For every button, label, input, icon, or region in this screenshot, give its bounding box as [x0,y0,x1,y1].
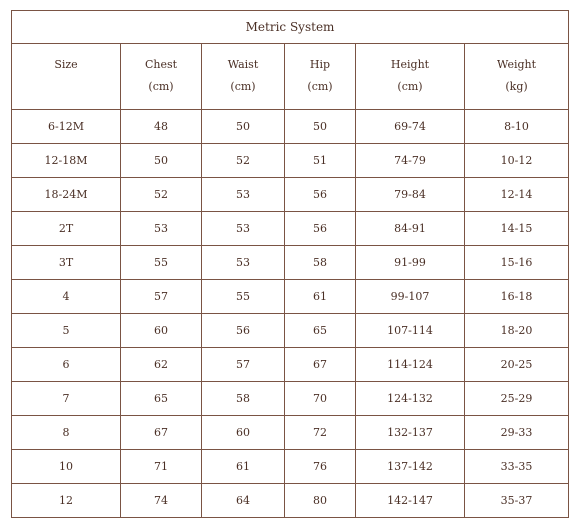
table-cell-hip: 76 [285,450,356,484]
column-header-row [12,44,569,110]
table-row [12,110,569,144]
table-cell-waist: 56 [202,314,285,348]
table-cell-weight: 14-15 [465,212,569,246]
table-cell-chest: 60 [121,314,202,348]
table-cell-hip: 51 [285,144,356,178]
table-cell-weight: 18-20 [465,314,569,348]
table-cell-waist: 53 [202,246,285,280]
table-body [12,110,569,518]
table-row [12,348,569,382]
table-cell-height: 74-79 [356,144,465,178]
table-cell-chest: 65 [121,382,202,416]
table-cell-size: 12-18M [12,144,121,178]
column-header-size [12,44,121,110]
table-cell-hip: 80 [285,484,356,518]
table-cell-chest: 50 [121,144,202,178]
table-row [12,450,569,484]
table-row [12,178,569,212]
table-cell-hip: 50 [285,110,356,144]
column-unit: (cm) [307,80,333,93]
column-header-weight [465,44,569,110]
column-unit: (kg) [505,80,528,93]
table-cell-size: 6-12M [12,110,121,144]
table-cell-weight: 8-10 [465,110,569,144]
table-cell-height: 91-99 [356,246,465,280]
table-cell-size: 5 [12,314,121,348]
table-row [12,484,569,518]
table-cell-size: 10 [12,450,121,484]
table-cell-chest: 53 [121,212,202,246]
table-cell-weight: 20-25 [465,348,569,382]
table-cell-waist: 50 [202,110,285,144]
table-cell-chest: 74 [121,484,202,518]
table-cell-hip: 70 [285,382,356,416]
column-header-chest [121,44,202,110]
table-cell-size: 18-24M [12,178,121,212]
table-cell-height: 79-84 [356,178,465,212]
table-cell-hip: 58 [285,246,356,280]
table-cell-waist: 52 [202,144,285,178]
table-cell-waist: 60 [202,416,285,450]
column-header-waist [202,44,285,110]
table-cell-waist: 61 [202,450,285,484]
table-cell-waist: 58 [202,382,285,416]
table-cell-chest: 55 [121,246,202,280]
table-cell-weight: 15-16 [465,246,569,280]
column-name: Weight [497,58,537,71]
table-cell-size: 12 [12,484,121,518]
table-cell-chest: 62 [121,348,202,382]
table-cell-height: 114-124 [356,348,465,382]
table-cell-waist: 53 [202,212,285,246]
table-cell-height: 99-107 [356,280,465,314]
column-name: Hip [309,58,331,71]
table-cell-height: 69-74 [356,110,465,144]
column-name: Size [54,58,78,71]
table-cell-size: 8 [12,416,121,450]
table-cell-hip: 56 [285,178,356,212]
table-cell-size: 3T [12,246,121,280]
column-unit: (cm) [148,80,174,93]
table-cell-weight: 10-12 [465,144,569,178]
table-title: Metric System [12,11,569,44]
table-cell-height: 137-142 [356,450,465,484]
table-cell-weight: 12-14 [465,178,569,212]
table-row [12,382,569,416]
table-cell-height: 142-147 [356,484,465,518]
table-cell-hip: 67 [285,348,356,382]
table-cell-height: 107-114 [356,314,465,348]
column-header-hip [285,44,356,110]
table-cell-chest: 57 [121,280,202,314]
size-chart-table [11,10,569,518]
table-cell-waist: 53 [202,178,285,212]
table-cell-size: 4 [12,280,121,314]
table-cell-weight: 29-33 [465,416,569,450]
table-row [12,280,569,314]
table-cell-chest: 52 [121,178,202,212]
table-cell-size: 2T [12,212,121,246]
column-header-height [356,44,465,110]
table-cell-height: 132-137 [356,416,465,450]
table-cell-hip: 65 [285,314,356,348]
column-unit: (cm) [230,80,256,93]
table-cell-size: 7 [12,382,121,416]
table-row [12,314,569,348]
column-name: Chest [144,58,178,71]
table-row [12,144,569,178]
table-cell-weight: 35-37 [465,484,569,518]
table-row [12,416,569,450]
column-name: Height [390,58,430,71]
table-cell-weight: 33-35 [465,450,569,484]
table-cell-height: 84-91 [356,212,465,246]
table-cell-waist: 64 [202,484,285,518]
table-cell-waist: 55 [202,280,285,314]
table-cell-hip: 61 [285,280,356,314]
table-cell-chest: 71 [121,450,202,484]
table-row [12,212,569,246]
column-name: Waist [227,58,259,71]
table-cell-weight: 16-18 [465,280,569,314]
table-row [12,246,569,280]
table-cell-weight: 25-29 [465,382,569,416]
column-unit: (cm) [397,80,423,93]
table-cell-hip: 56 [285,212,356,246]
table-cell-chest: 48 [121,110,202,144]
table-cell-chest: 67 [121,416,202,450]
table-cell-size: 6 [12,348,121,382]
table-cell-waist: 57 [202,348,285,382]
table-cell-hip: 72 [285,416,356,450]
table-cell-height: 124-132 [356,382,465,416]
title-row [12,11,569,44]
